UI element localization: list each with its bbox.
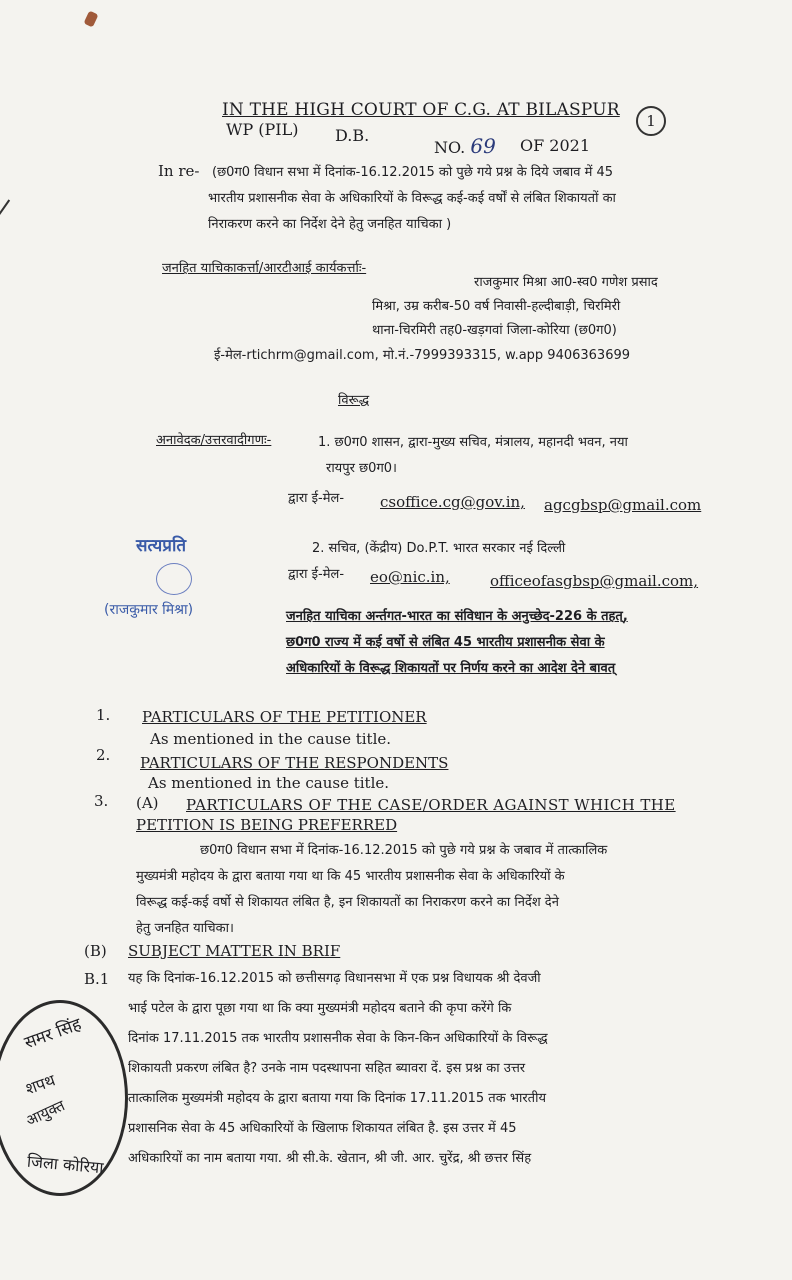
particular-3-line-4: हेतु जनहित याचिका। <box>136 921 234 936</box>
particular-3-num: 3. <box>94 792 109 810</box>
respondent-1-email-label: द्वारा ई-मेल- <box>288 491 345 506</box>
respondent-1-line-2: रायपुर छ0ग0। <box>326 461 397 476</box>
true-copy-stamp <box>96 525 246 625</box>
particular-1-title: PARTICULARS OF THE PETITIONER <box>142 708 427 726</box>
stamp-title: सत्यप्रति <box>136 536 187 556</box>
year-label: OF 2021 <box>520 136 591 155</box>
petitioner-contact: ई-मेल-rtichrm@gmail.com, मो.नं.-7999393315, w.app 9406363699 <box>214 348 631 363</box>
particular-3-line-2: मुख्यमंत्री महोदय के द्वारा बताया गया था कि 45 भारतीय प्रशासनीक सेवा के अधिकारियों के <box>136 869 565 884</box>
particular-2-num: 2. <box>96 746 111 764</box>
respondents-label: अनावेदक/उत्तरवादीगणः- <box>156 433 272 448</box>
respondent-2-email-2: officeofasgbsp@gmail.com, <box>490 572 699 590</box>
respondent-1-line-1: 1. छ0ग0 शासन, द्वारा-मुख्य सचिव, मंत्रालय, महानदी भवन, नया <box>318 435 628 450</box>
seal-line-2: शपथ <box>22 1070 58 1099</box>
b1-line-4: शिकायती प्रकरण लंबित है? उनके नाम पदस्थापना सहित ब्यावरा दें. इस प्रश्न का उत्तर <box>128 1061 526 1076</box>
stamp-name: (राजकुमार मिश्रा) <box>104 602 194 618</box>
oath-commissioner-seal <box>0 1000 128 1196</box>
particular-3-title-2: PETITION IS BEING PREFERRED <box>136 816 398 834</box>
section-b-title: SUBJECT MATTER IN BRIF <box>128 942 341 960</box>
wp-label: WP (PIL) <box>226 120 299 139</box>
petition-number <box>434 134 496 158</box>
b1-line-1: यह कि दिनांक-16.12.2015 को छत्तीसगढ़ विधानसभा में एक प्रश्न विधायक श्री देवजी <box>128 971 541 986</box>
ink-mark <box>84 11 99 28</box>
petitioner-line-2: मिश्रा, उम्र करीब-50 वर्ष निवासी-हल्दीबाड़ी, चिरमिरी <box>372 299 621 314</box>
respondent-1-email-2: agcgbsp@gmail.com <box>544 496 702 514</box>
b1-line-2: भाई पटेल के द्वारा पूछा गया था कि क्या मुख्यमंत्री महोदय बताने की कृपा करेंगे कि <box>128 1001 512 1016</box>
b1-line-7: अधिकारियों का नाम बताया गया. श्री सी.के. खेतान, श्री जी. आर. चुरेंद्र, श्री छत्तर सिंह <box>128 1151 532 1166</box>
particular-2-title: PARTICULARS OF THE RESPONDENTS <box>140 754 449 772</box>
no-label: NO. <box>434 138 466 157</box>
section-b-label: (B) <box>84 942 107 960</box>
no-value: 69 <box>470 134 496 158</box>
particular-2-text: As mentioned in the cause title. <box>148 774 390 792</box>
page-number: 1 <box>636 106 666 136</box>
particular-1-text: As mentioned in the cause title. <box>150 730 392 748</box>
in-re-line-2: भारतीय प्रशासनीक सेवा के अधिकारियों के विरूद्ध कई-कई वर्षों से लंबित शिकायतों का <box>208 191 616 206</box>
particular-3-line-3: विरूद्ध कई-कई वर्षो से शिकायत लंबित है, इन शिकायतों का निराकरण करने का निर्देश देने <box>136 895 559 910</box>
in-re-line-3: निराकरण करने का निर्देश देने हेतु जनहित याचिका ) <box>208 217 452 232</box>
subject-line-2: छ0ग0 राज्य में कई वर्षो से लंबित 45 भारतीय प्रशासनीक सेवा के <box>286 635 605 650</box>
b1-line-5: तात्कालिक मुख्यमंत्री महोदय के द्वारा बताया गया कि दिनांक 17.11.2015 तक भारतीय <box>128 1091 546 1106</box>
b1-line-3: दिनांक 17.11.2015 तक भारतीय प्रशासनीक सेवा के किन-किन अधिकारियों के विरूद्ध <box>128 1031 548 1046</box>
b1-num: B.1 <box>84 970 110 988</box>
seal-line-3: आयुक्त <box>23 1096 68 1130</box>
respondent-1-email-1: csoffice.cg@gov.in, <box>380 493 525 511</box>
seal-line-1: समर सिंह <box>21 1014 85 1054</box>
court-title: IN THE HIGH COURT OF C.G. AT BILASPUR <box>222 100 620 120</box>
b1-line-6: प्रशासनिक सेवा के 45 अधिकारियों के खिलाफ शिकायत लंबित है. इस उत्तर में 45 <box>128 1121 517 1136</box>
petitioner-line-1: राजकुमार मिश्रा आ0-स्व0 गणेश प्रसाद <box>474 275 658 290</box>
respondent-2-email-label: द्वारा ई-मेल- <box>288 567 345 582</box>
respondent-2-email-1: eo@nic.in, <box>370 568 450 586</box>
particular-3-sub: (A) <box>136 794 159 812</box>
versus-label: विरूद्ध <box>338 393 370 408</box>
subject-line-1: जनहित याचिका अर्न्तगत-भारत का संविधान के अनुच्छेद-226 के तहत्, <box>286 609 628 624</box>
particular-3-line-1: छ0ग0 विधान सभा में दिनांक-16.12.2015 को पुछे गये प्रश्न के जबाव में तात्कालिक <box>200 843 608 858</box>
db-label: D.B. <box>335 126 370 145</box>
respondent-2-line: 2. सचिव, (केंद्रीय) Do.P.T. भारत सरकार नई दिल्ली <box>312 541 566 556</box>
petitioner-line-3: थाना-चिरमिरी तह0-खड़गवां जिला-कोरिया (छ0ग0) <box>372 323 617 338</box>
particular-1-num: 1. <box>96 706 111 724</box>
in-re-line-1: (छ0ग0 विधान सभा में दिनांक-16.12.2015 को पुछे गये प्रश्न के दिये जबाव में 45 <box>212 165 614 180</box>
margin-mark <box>0 199 10 218</box>
subject-line-3: अधिकारियों के विरूद्ध शिकायतों पर निर्णय करने का आदेश देने बावत् <box>286 661 616 676</box>
stamp-signature <box>156 563 192 595</box>
seal-line-4: जिला कोरिया <box>26 1151 105 1178</box>
petitioner-label: जनहित याचिकाकर्त्ता/आरटीआई कार्यकर्त्ताः- <box>162 261 367 276</box>
particular-3-title-1: PARTICULARS OF THE CASE/ORDER AGAINST WHICH THE <box>186 796 676 814</box>
in-re-label: In re- <box>158 162 200 180</box>
